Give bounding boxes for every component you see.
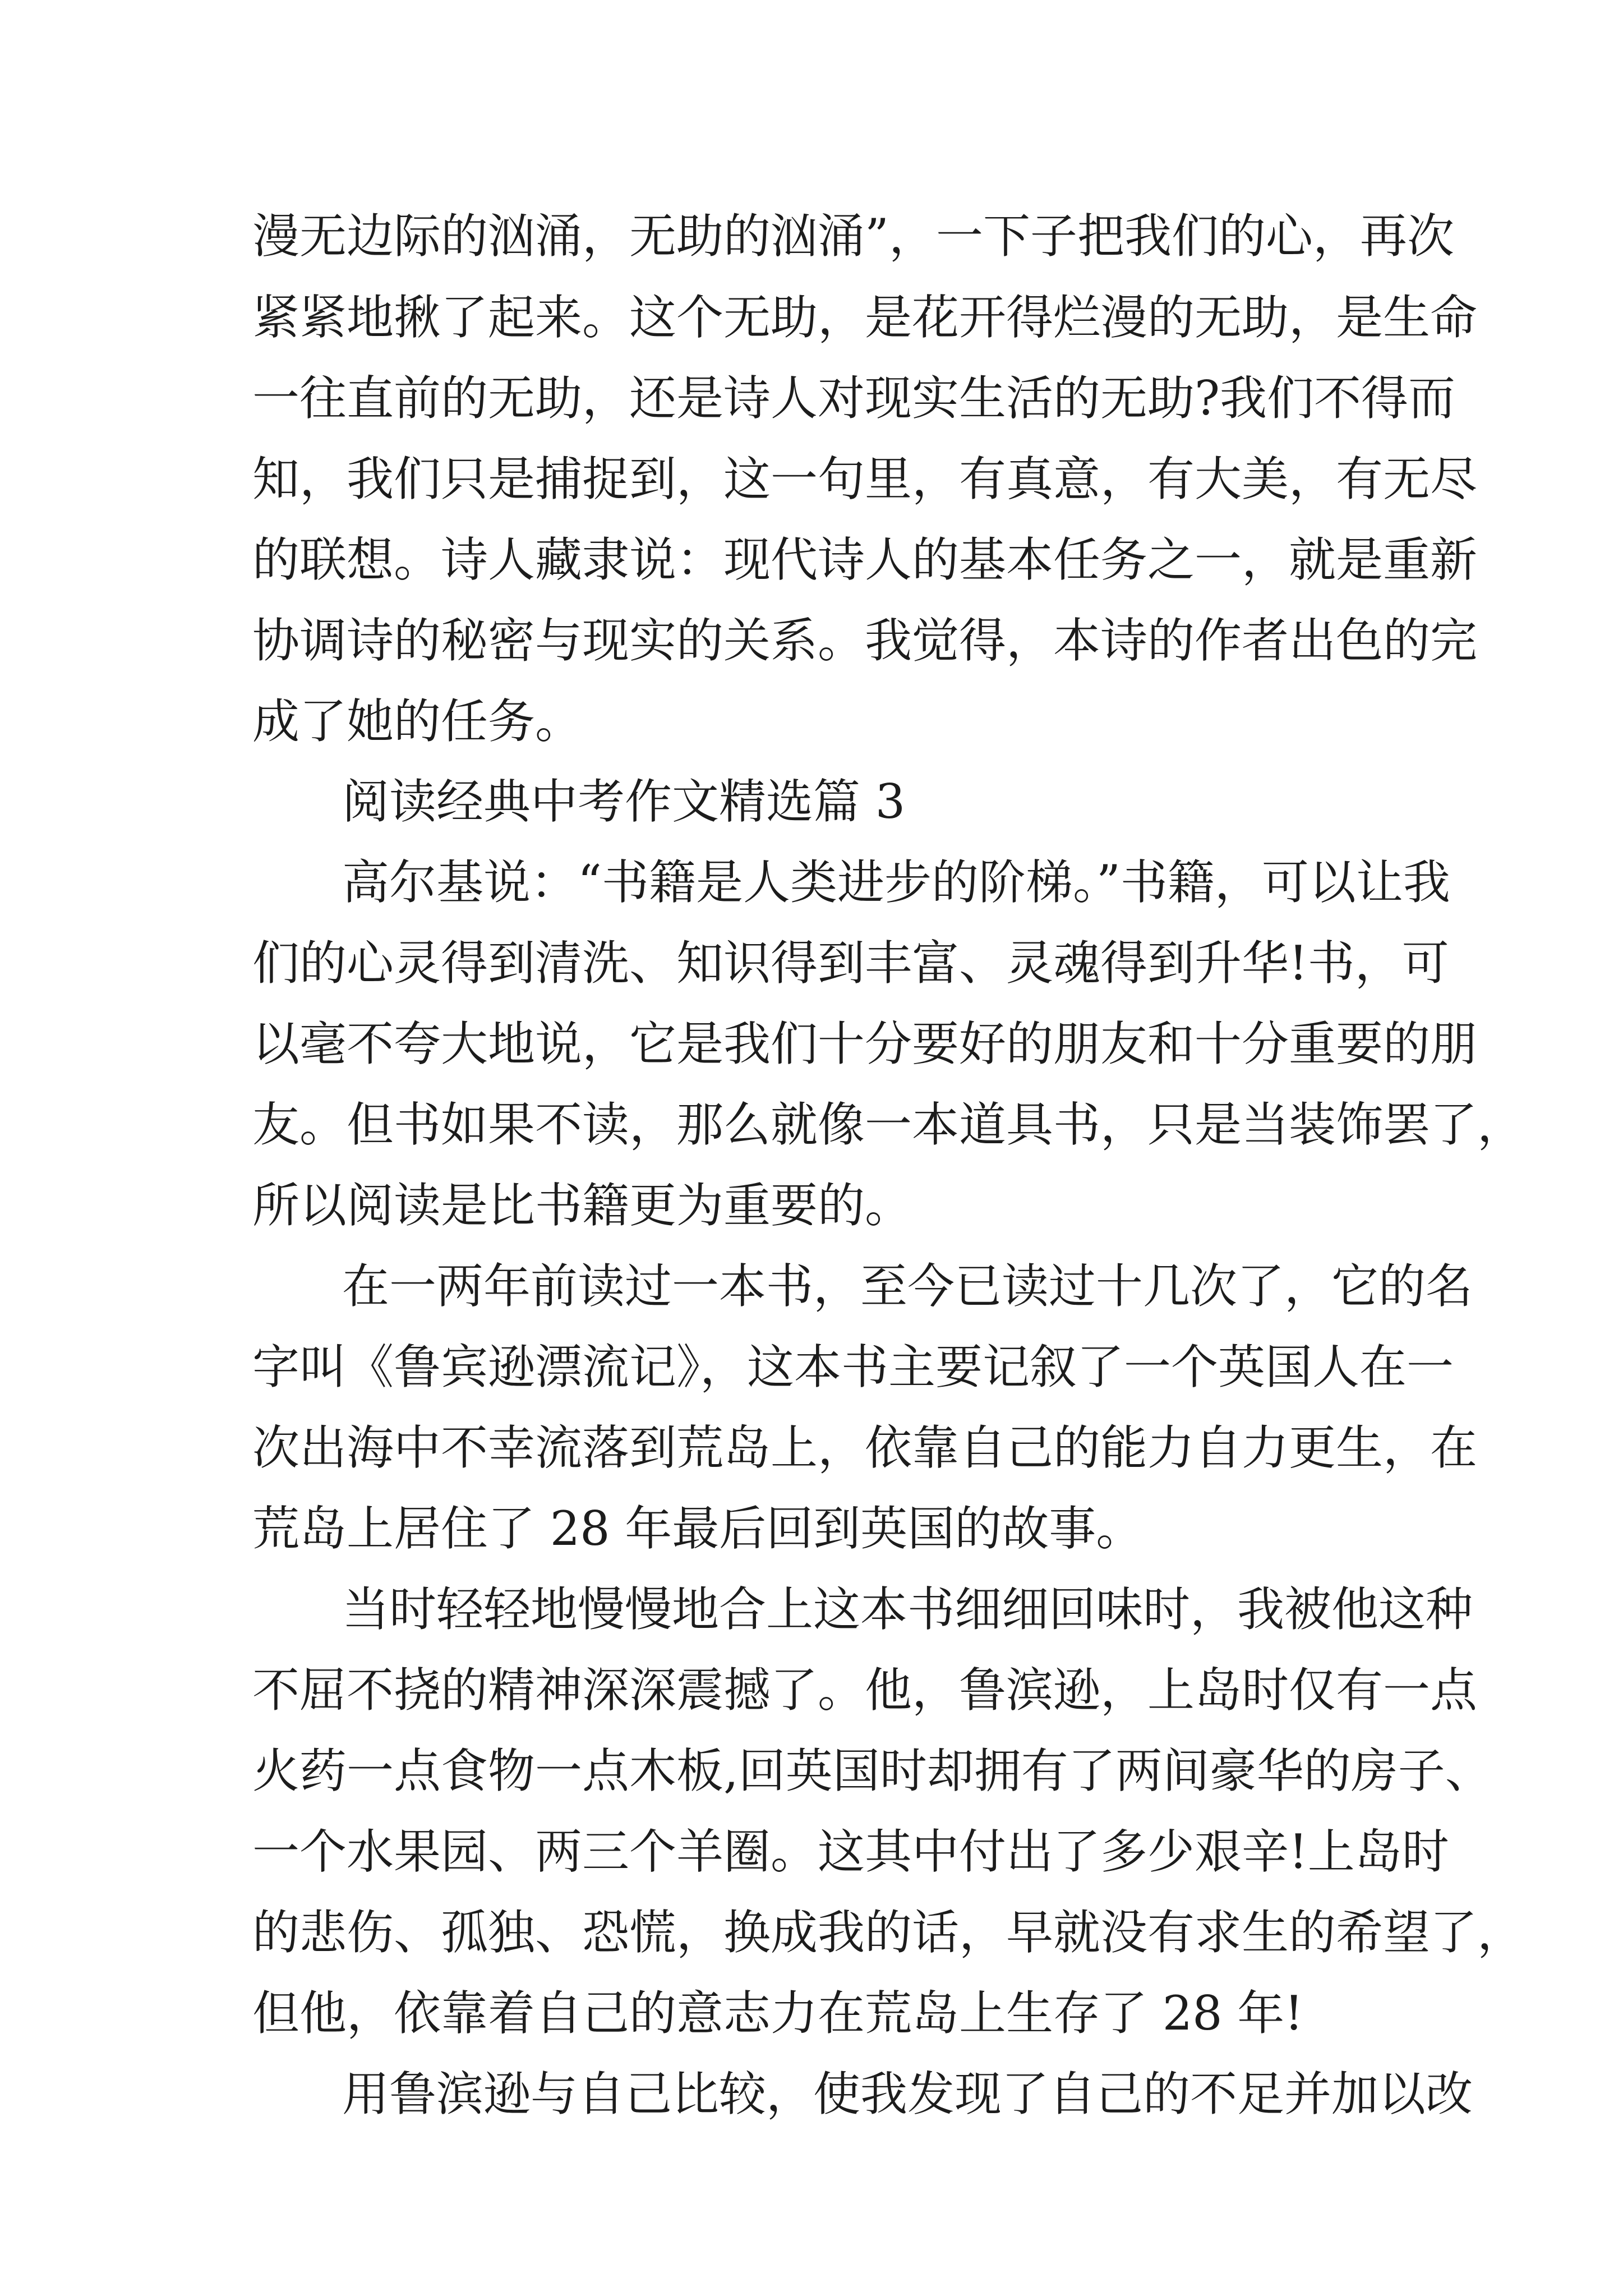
text-line-19: 不屈不挠的精神深深震撼了。他，鲁滨逊，上岛时仅有一点 bbox=[252, 1663, 1478, 1718]
text-line-24: 用鲁滨逊与自己比较，使我发现了自己的不足并加以改 bbox=[342, 2067, 1473, 2122]
text-line-20: 火药一点食物一点木板,回英国时却拥有了两间豪华的房子、 bbox=[252, 1743, 1492, 1798]
section-heading: 阅读经典中考作文精选篇 3 bbox=[342, 774, 906, 829]
text-line-13: 所以阅读是比书籍更为重要的。 bbox=[252, 1178, 912, 1233]
text-line-11: 以毫不夸大地说，它是我们十分要好的朋友和十分重要的朋 bbox=[252, 1016, 1478, 1071]
text-line-12: 友。但书如果不读，那么就像一本道具书，只是当装饰罢了， bbox=[252, 1097, 1525, 1152]
text-line-14: 在一两年前读过一本书，至今已读过十几次了，它的名 bbox=[342, 1259, 1473, 1314]
text-line-1: 漫无边际的汹涌，无助的汹涌”，一下子把我们的心，再次 bbox=[252, 209, 1454, 264]
text-line-23: 但他，依靠着自己的意志力在荒岛上生存了 28 年! bbox=[252, 1986, 1304, 2041]
text-line-5: 的联想。诗人藏隶说：现代诗人的基本任务之一，就是重新 bbox=[252, 532, 1478, 587]
text-line-3: 一往直前的无助，还是诗人对现实生活的无助?我们不得而 bbox=[252, 371, 1456, 426]
text-line-16: 次出海中不幸流落到荒岛上，依靠自己的能力自力更生，在 bbox=[252, 1420, 1478, 1475]
text-line-9: 高尔基说：“书籍是人类进步的阶梯。”书籍，可以让我 bbox=[342, 855, 1450, 910]
text-line-22: 的悲伤、孤独、恐慌，换成我的话，早就没有求生的希望了， bbox=[252, 1905, 1525, 1960]
text-line-18: 当时轻轻地慢慢地合上这本书细细回味时，我被他这种 bbox=[342, 1582, 1473, 1637]
text-line-10: 们的心灵得到清洗、知识得到丰富、灵魂得到升华!书，可 bbox=[252, 936, 1449, 991]
text-line-2: 紧紧地揪了起来。这个无助，是花开得烂漫的无助，是生命 bbox=[252, 290, 1478, 345]
text-line-17: 荒岛上居住了 28 年最后回到英国的故事。 bbox=[252, 1501, 1144, 1556]
text-line-7: 成了她的任务。 bbox=[252, 694, 583, 749]
text-line-15: 字叫《鲁宾逊漂流记》，这本书主要记叙了一个英国人在一 bbox=[252, 1340, 1454, 1395]
text-line-21: 一个水果园、两三个羊圈。这其中付出了多少艰辛!上岛时 bbox=[252, 1824, 1449, 1879]
text-line-4: 知，我们只是捕捉到，这一句里，有真意，有大美，有无尽 bbox=[252, 452, 1478, 507]
text-line-6: 协调诗的秘密与现实的关系。我觉得，本诗的作者出色的完 bbox=[252, 613, 1478, 668]
